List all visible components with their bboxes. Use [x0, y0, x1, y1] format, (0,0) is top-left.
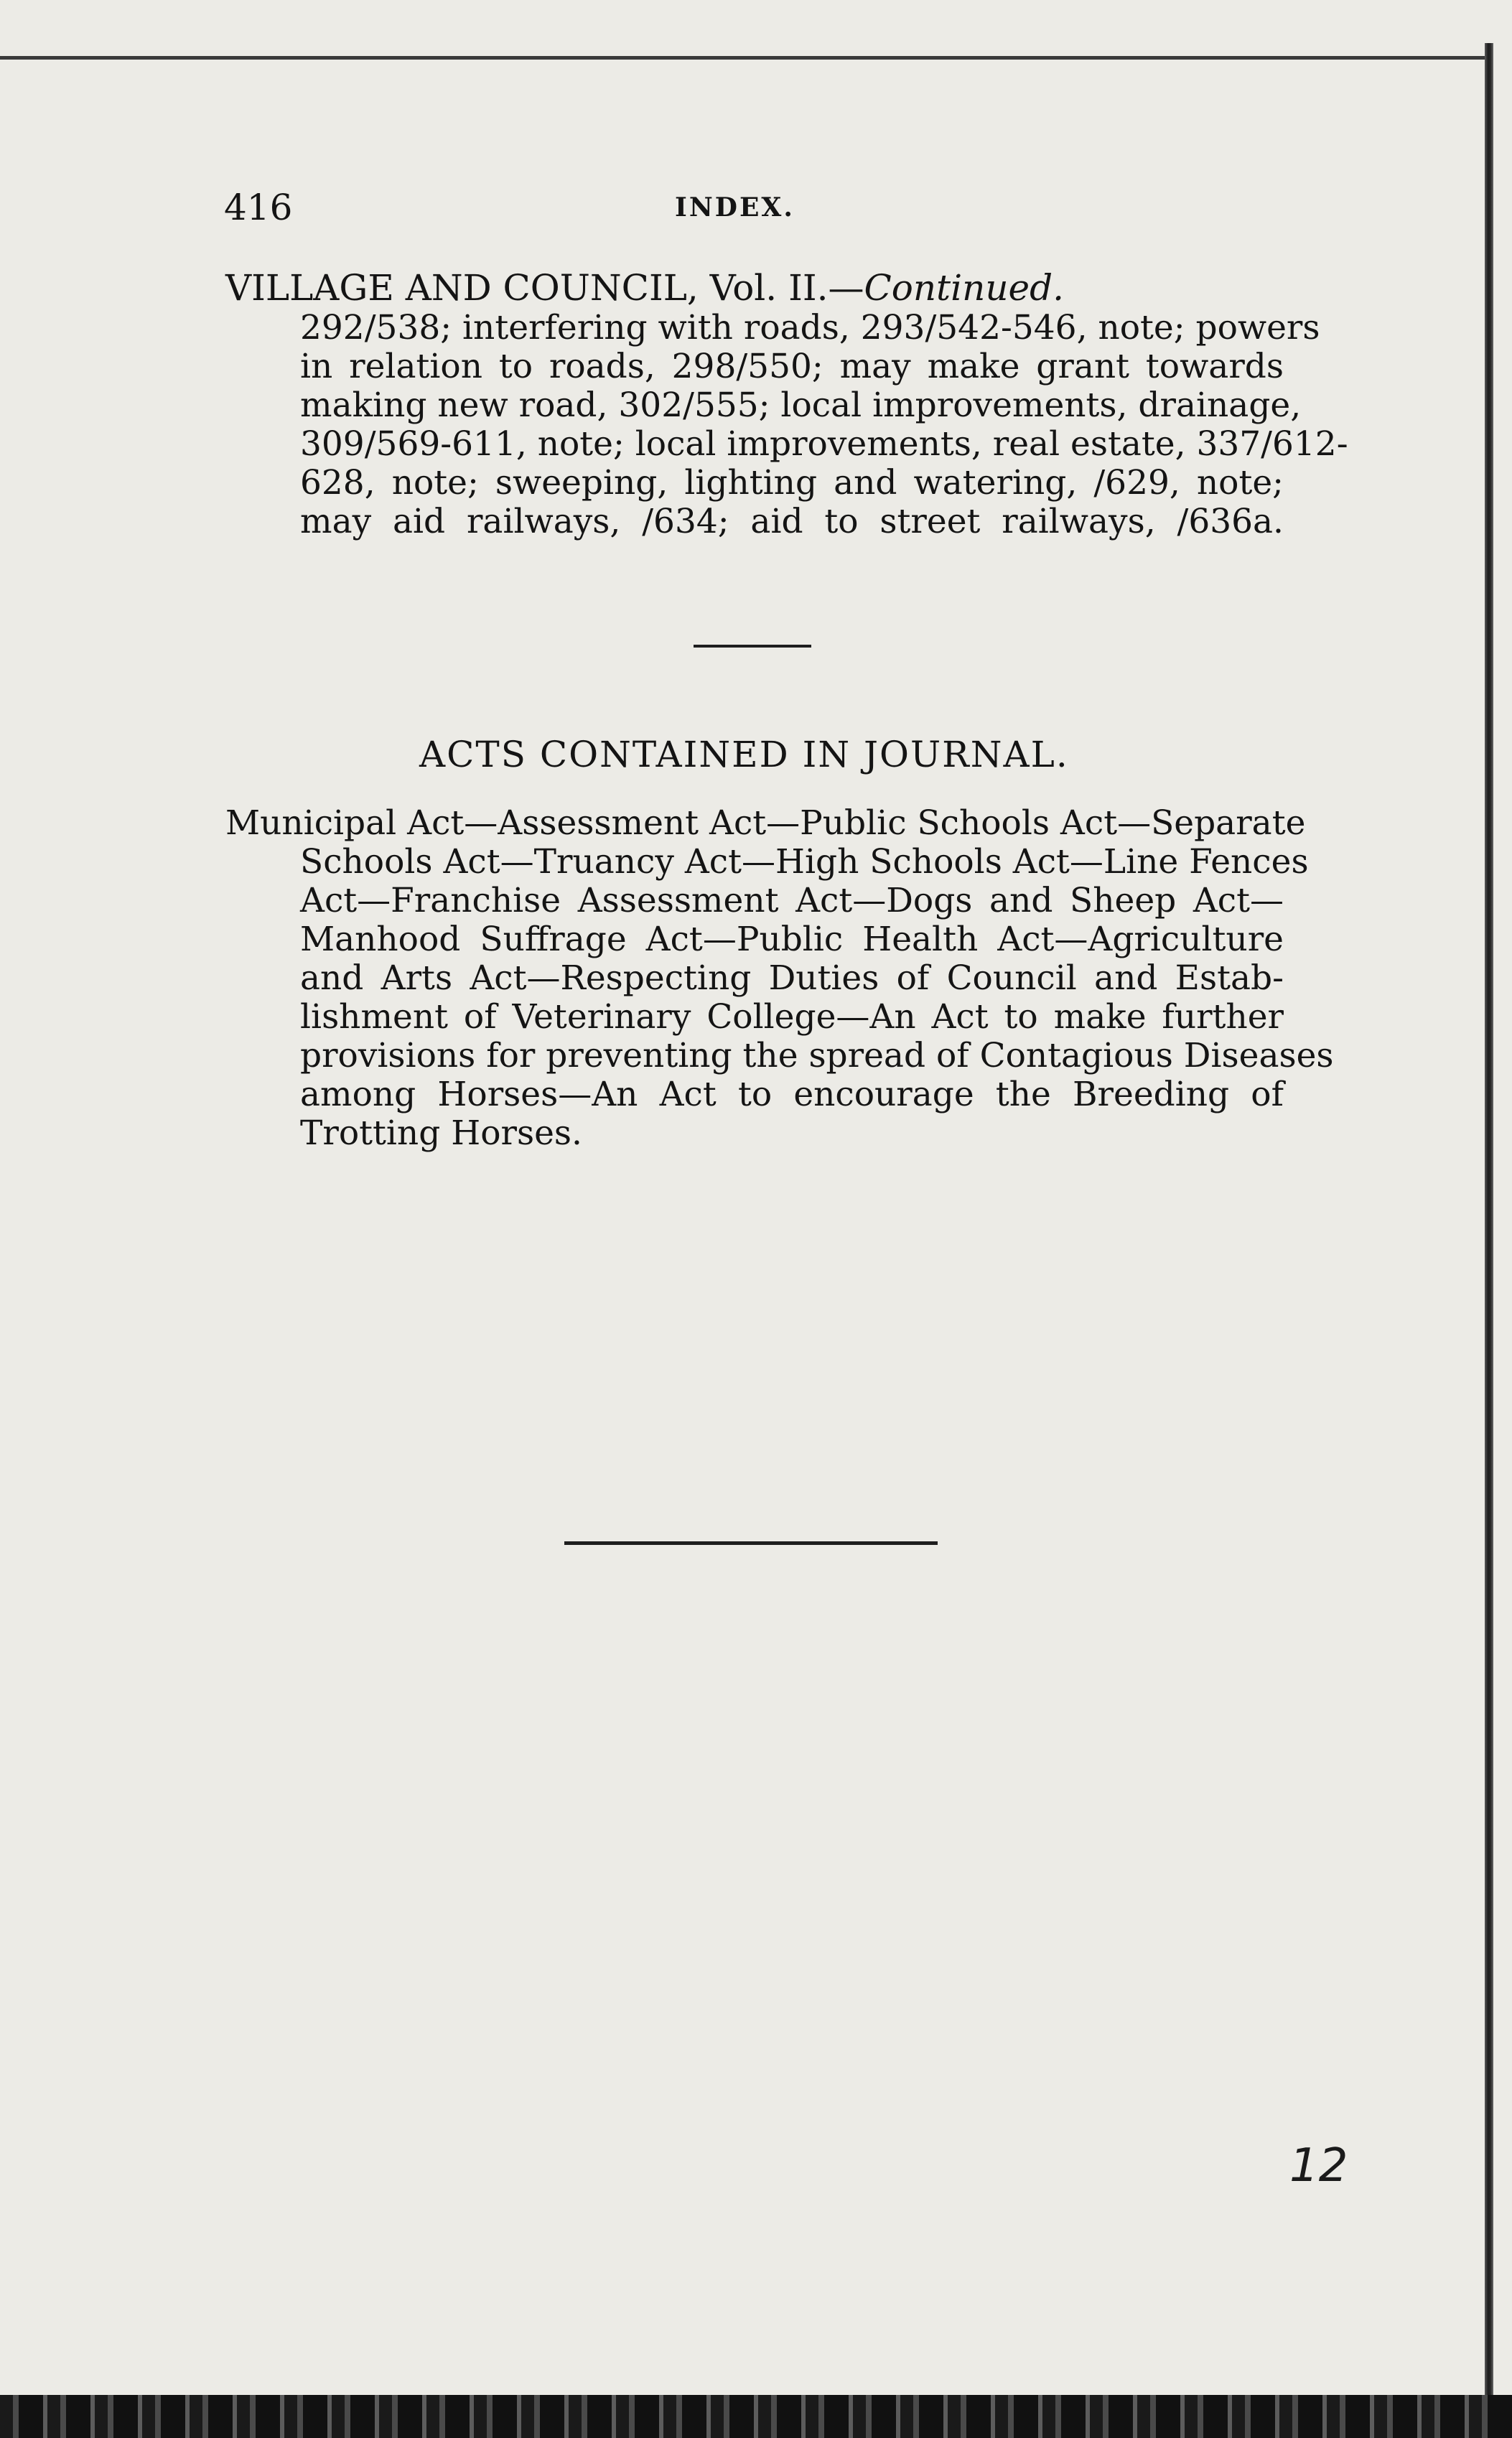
- entry-heading-text: VILLAGE AND COUNCIL, Vol. II.—: [225, 267, 864, 309]
- acts-line: Schools Act—Truancy Act—High Schools Act—Line Fences: [300, 842, 1309, 882]
- entry-heading: [225, 267, 1064, 309]
- page-number: 416: [224, 187, 293, 228]
- entry-line: 628, note; sweeping, lighting and watering, /629, note;: [300, 463, 1284, 503]
- entry-line: 309/569-611, note; local improvements, real estate, 337/612-: [300, 424, 1348, 464]
- bottom-scan-band: [0, 2395, 1512, 2438]
- acts-line: and Arts Act—Respecting Duties of Council and Estab-: [300, 958, 1284, 998]
- entry-line: may aid railways, /634; aid to street railways, /636a.: [300, 502, 1284, 541]
- acts-line: Trotting Horses.: [300, 1113, 582, 1153]
- handwritten-mark: 12: [1289, 2139, 1348, 2192]
- running-head: INDEX.: [675, 192, 795, 223]
- section-divider-rule: [694, 645, 811, 648]
- top-border-rule: [0, 56, 1493, 60]
- end-rule: [564, 1541, 938, 1545]
- acts-line: Municipal Act—Assessment Act—Public Schools Act—Separate: [225, 803, 1306, 843]
- acts-line: provisions for preventing the spread of Contagious Diseases: [300, 1036, 1334, 1075]
- acts-line: lishment of Veterinary College—An Act to make further: [300, 997, 1284, 1037]
- entry-line: in relation to roads, 298/550; may make grant towards: [300, 347, 1284, 386]
- entry-body: [300, 308, 1348, 541]
- acts-line: Manhood Suffrage Act—Public Health Act—Agriculture: [300, 920, 1284, 959]
- acts-section-heading: ACTS CONTAINED IN JOURNAL.: [419, 734, 1069, 775]
- entry-line: making new road, 302/555; local improvements, drainage,: [300, 386, 1302, 425]
- page-edge-shadow: [1485, 43, 1493, 2398]
- entry-heading-continued: Continued.: [864, 267, 1065, 309]
- acts-line: Act—Franchise Assessment Act—Dogs and Sheep Act—: [300, 881, 1284, 920]
- acts-line: among Horses—An Act to encourage the Breeding of: [300, 1075, 1284, 1114]
- acts-body: [225, 803, 1334, 1153]
- entry-line: 292/538; interfering with roads, 293/542-546, note; powers: [300, 308, 1320, 347]
